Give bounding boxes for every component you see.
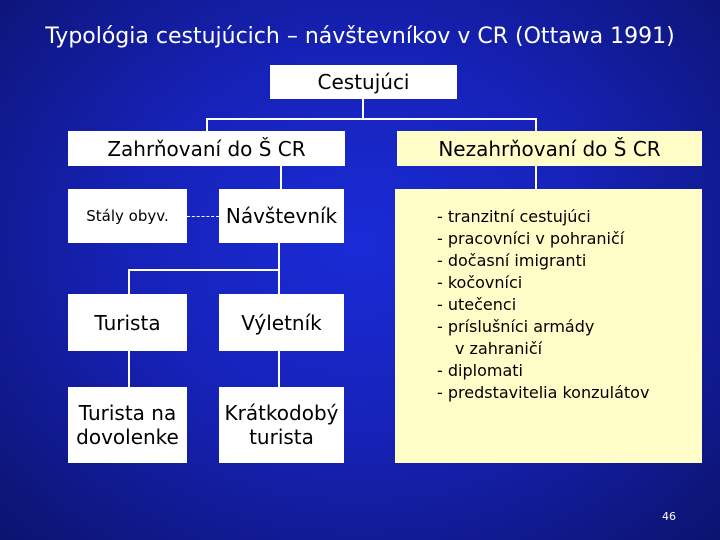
slide-title: Typológia cestujúcich – návštevníkov v CR (Ottawa 1991) <box>45 24 675 49</box>
node-navstevnik-label: Návštevník <box>225 204 338 228</box>
page-number: 46 <box>662 510 676 523</box>
connector-dashed-stale-navstevnik <box>187 216 219 217</box>
connector-root-down <box>362 99 364 119</box>
list-item: - predstavitelia konzulátov <box>437 383 650 402</box>
node-zahrnovani <box>68 131 345 166</box>
connector-turista-down <box>128 351 130 387</box>
list-item: - tranzitní cestujúci <box>437 207 591 226</box>
node-nezahrnovani-label: Nezahrňovaní do Š CR <box>438 136 661 161</box>
connector-right-header-to-list <box>535 165 537 189</box>
connector-navstevnik-down <box>278 243 280 270</box>
root-node-label: Cestujúci <box>317 70 410 94</box>
node-kratkodoby-turista-line2: turista <box>249 425 314 449</box>
node-turista-label: Turista <box>94 310 161 335</box>
node-zahrnovani-label: Zahrňovaní do Š CR <box>107 136 306 161</box>
node-vyletnik-label: Výletník <box>241 310 322 335</box>
node-nezahrnovani <box>397 131 702 166</box>
list-item: - dočasní imigranti <box>437 251 587 270</box>
list-item: - utečenci <box>437 295 517 314</box>
node-turista-na-dovolenke-line1: Turista na <box>78 401 177 425</box>
node-turista-na-dovolenke-line2: dovolenke <box>76 425 179 449</box>
node-turista-na-dovolenke <box>68 387 187 463</box>
root-node-cestujuci <box>270 65 457 99</box>
connector-navstevnik-horizontal <box>128 269 280 271</box>
node-navstevnik <box>219 189 344 243</box>
node-kratkodoby-turista-line1: Krátkodobý <box>224 401 339 425</box>
node-stale-obyvatelstvo <box>68 189 187 243</box>
connector-horizontal-top <box>206 118 537 120</box>
list-item: - pracovníci v pohraničí <box>437 229 625 248</box>
list-item: v zahraničí <box>455 339 543 358</box>
list-item: - diplomati <box>437 361 523 380</box>
connector-to-turista <box>128 269 130 294</box>
node-kratkodoby-turista <box>219 387 344 463</box>
node-turista <box>68 294 187 351</box>
connector-left-header-to-navstevnik <box>280 165 282 189</box>
list-item: - kočovníci <box>437 273 523 292</box>
list-item: - príslušníci armády <box>437 317 595 336</box>
connector-left-down <box>206 118 208 132</box>
connector-vyletnik-down <box>278 351 280 387</box>
connector-to-vyletnik <box>278 269 280 294</box>
node-stale-obyvatelstvo-label: Stály obyv. <box>86 207 169 225</box>
node-vyletnik <box>219 294 344 351</box>
nezahrnovani-list <box>437 206 682 404</box>
connector-right-down <box>535 118 537 132</box>
